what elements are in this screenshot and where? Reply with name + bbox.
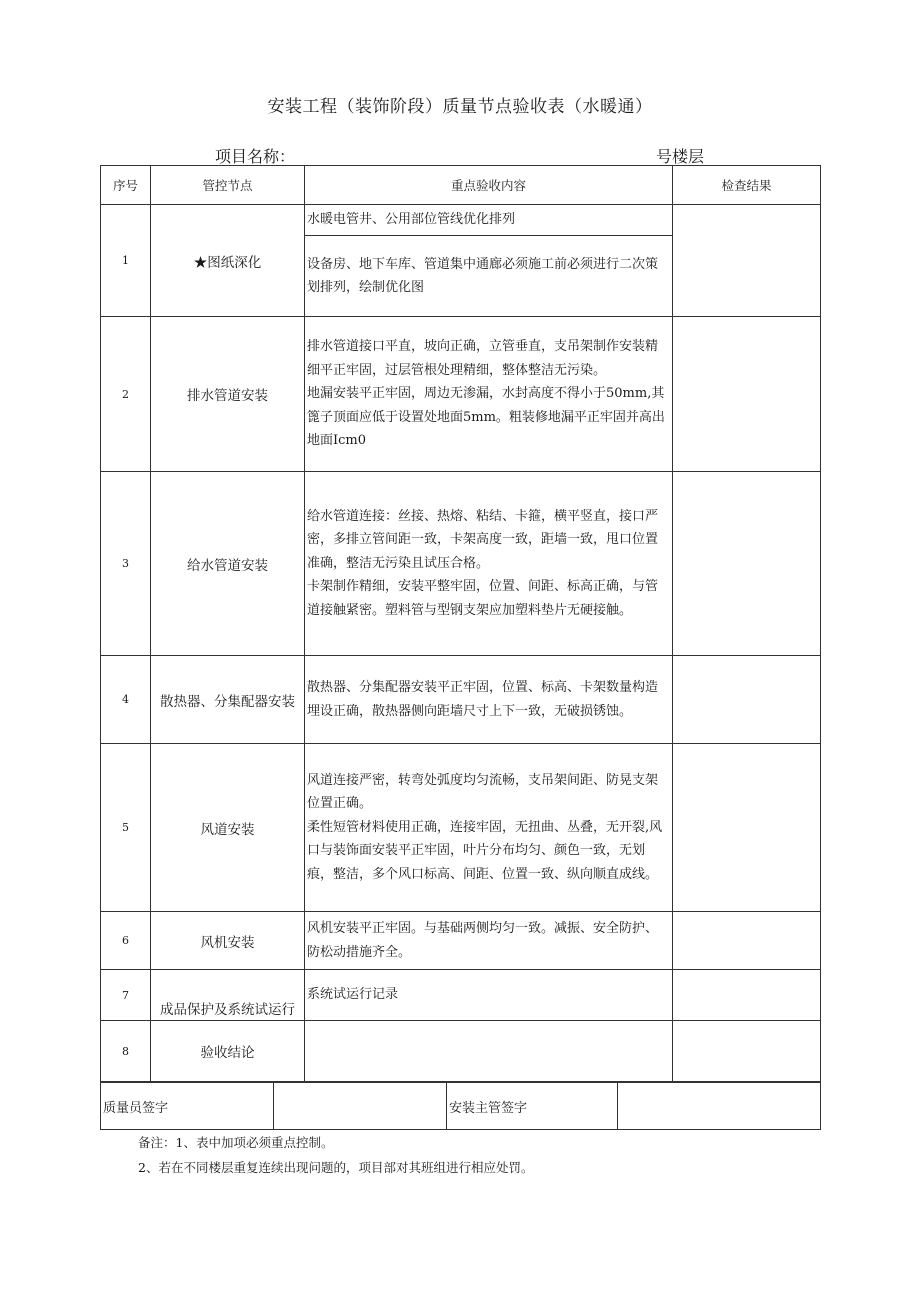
content-paragraph: 卡架制作精细，安装平整牢固，位置、间距、标高正确，与管道接触紧密。塑料管与型钢支架应加塑料垫片无硬接触。 [307,579,659,618]
install-manager-signature-label: 安装主管签字 [447,1083,618,1130]
row-number: 8 [101,1021,151,1082]
control-node: 风机安装 [151,912,305,970]
check-result-cell[interactable] [673,205,821,317]
content-paragraph: 地漏安装平正牢固，周边无渗漏，水封高度不得小于50mm,其篦子顶面应低于设置处地面5mm。粗装修地漏平正牢固并高出地面Icm0 [307,386,665,449]
inspection-content: 设备房、地下车库、管道集中通廊必须施工前必须进行二次策划排列，绘制优化图 [305,236,673,317]
row-number: 3 [101,472,151,656]
row-number: 4 [101,656,151,744]
inspection-table [100,165,821,1082]
table-row [101,472,821,656]
inspection-content [305,472,673,656]
document-title: 安装工程（装饰阶段）质量节点验收表（水暖通） [267,97,653,117]
table-row [101,656,821,744]
content-paragraph: 风道连接严密，转弯处弧度均匀流畅，支吊架间距、防晃支架位置正确。 [307,772,659,812]
header-node: 管控节点 [151,166,305,205]
remark-note-1: 备注：1、表中加项必须重点控制。 [138,1135,334,1150]
inspection-content [305,744,673,912]
row-number: 5 [101,744,151,912]
table-row [101,970,821,1021]
inspection-content: 散热器、分集配器安装平正牢固，位置、标高、卡架数量构造埋设正确，散热器侧向距墙尺寸上下一致，无破损锈蚀。 [305,656,673,744]
header-result: 检查结果 [673,166,821,205]
inspection-content [305,317,673,472]
row-number: 1 [101,205,151,317]
control-node: ★图纸深化 [151,205,305,317]
content-paragraph: 排水管道接口平直，坡向正确，立管垂直，支吊架制作安装精细平正牢固，过层管根处理精细，整体整洁无污染。 [307,339,659,378]
table-row [101,744,821,912]
control-node: 散热器、分集配器安装 [151,656,305,744]
check-result-cell[interactable] [673,317,821,472]
check-result-cell[interactable] [673,970,821,1021]
row-number: 7 [101,970,151,1021]
table-row [101,317,821,472]
control-node: 验收结论 [151,1021,305,1082]
inspection-content: 风机安装平正牢固。与基础两侧均匀一致。减振、安全防护、防松动措施齐全。 [305,912,673,970]
inspection-content[interactable] [305,1021,673,1082]
check-result-cell[interactable] [673,1021,821,1082]
table-row [101,1021,821,1082]
header-num: 序号 [101,166,151,205]
signature-table [100,1082,821,1130]
check-result-cell[interactable] [673,472,821,656]
table-row [101,205,821,236]
project-name-label: 项目名称： [215,147,296,166]
signature-row [101,1083,821,1130]
inspection-content: 系统试运行记录 [305,970,673,1021]
install-manager-signature-field[interactable] [618,1083,821,1130]
control-node: 风道安装 [151,744,305,912]
control-node: 给水管道安装 [151,472,305,656]
quality-inspector-signature-field[interactable] [274,1083,447,1130]
floor-label: 号楼层 [656,147,705,166]
quality-inspector-signature-label: 质量员签字 [101,1083,274,1130]
check-result-cell[interactable] [673,912,821,970]
table-header-row [101,166,821,205]
inspection-content: 水暖电管井、公用部位管线优化排列 [305,205,673,236]
row-number: 6 [101,912,151,970]
row-number: 2 [101,317,151,472]
remark-note-2: 2、若在不同楼层重复连续出现问题的，项目部对其班组进行相应处罚。 [138,1160,534,1175]
control-node: 排水管道安装 [151,317,305,472]
control-node: 成品保护及系统试运行 [151,970,305,1021]
header-content: 重点验收内容 [305,166,673,205]
check-result-cell[interactable] [673,656,821,744]
table-row [101,912,821,970]
content-paragraph: 柔性短管材料使用正确，连接牢固，无扭曲、丛叠，无开裂,风口与装饰面安装平正牢固，叶片分布均匀、颜色一致，无划痕，整洁，多个风口标高、间距、位置一致、纵向顺直成线。 [307,819,663,882]
content-paragraph: 给水管道连接：丝接、热熔、粘结、卡箍，横平竖直，接口严密，多排立管间距一致，卡架高度一致，距墙一致，甩口位置准确，整洁无污染且试压合格。 [307,508,659,571]
check-result-cell[interactable] [673,744,821,912]
